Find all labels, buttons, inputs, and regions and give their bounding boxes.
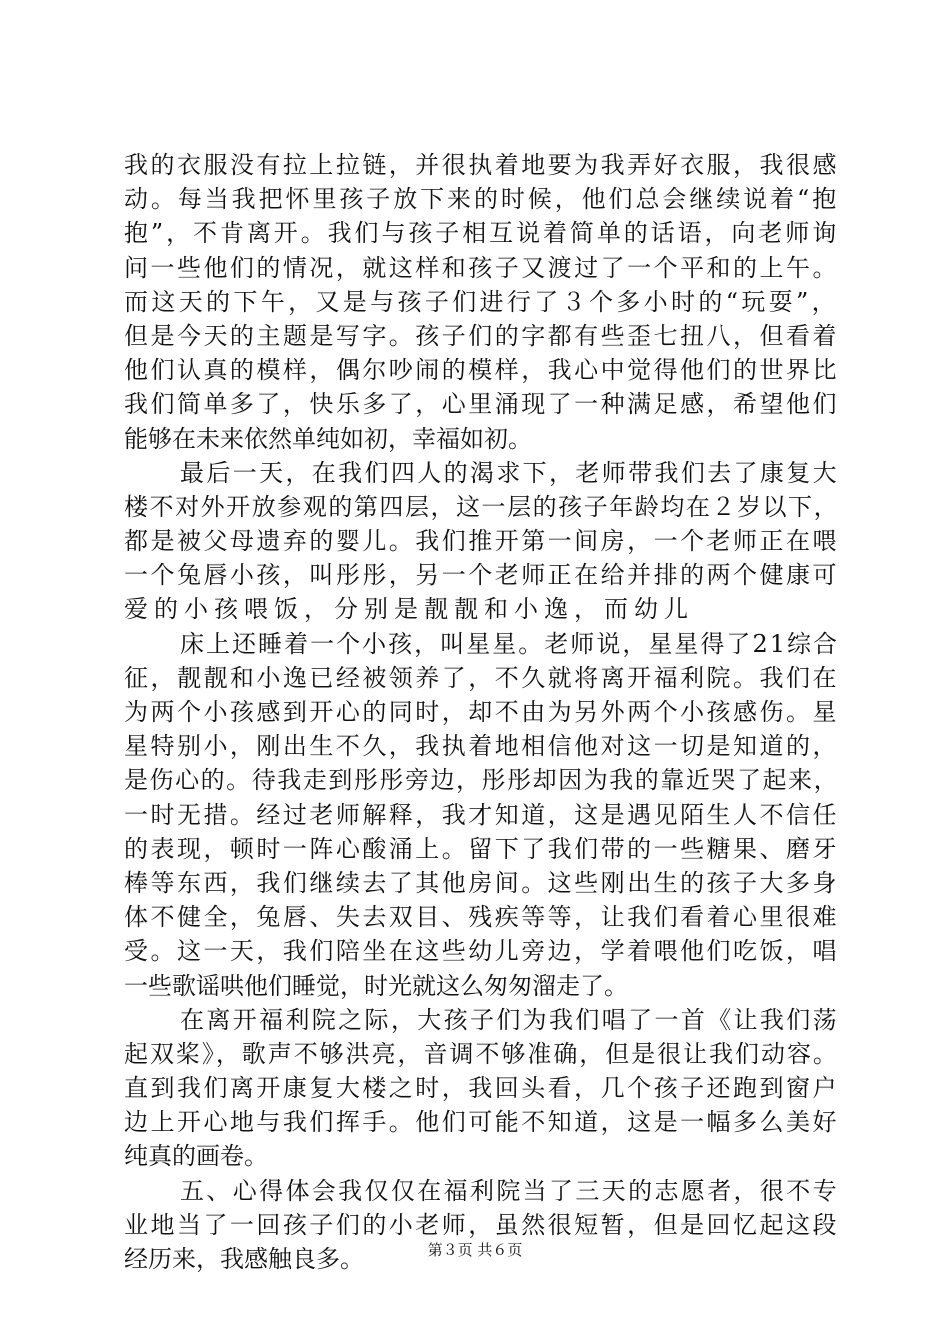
page-number-label: 第３页 共６页 <box>427 1241 523 1259</box>
text-line: 受。这一天，我们陪坐在这些幼儿旁边，学着喂他们吃饭，唱 <box>124 937 839 966</box>
text-line: 征，靓靓和小逸已经被领养了，不久就将离开福利院。我们在 <box>124 663 839 692</box>
page-footer <box>0 1240 950 1260</box>
text-line: 的表现，顿时一阵心酸涌上。留下了我们带的一些糖果、磨牙 <box>124 834 839 863</box>
text-line: 问一些他们的情况，就这样和孩子又渡过了一个平和的上午。 <box>124 253 839 282</box>
text-line: 业地当了一回孩子们的小老师，虽然很短暂，但是回忆起这段 <box>124 1210 839 1239</box>
text-line: 在离开福利院之际，大孩子们为我们唱了一首《让我们荡 <box>180 1005 839 1034</box>
text-line: 起双桨》，歌声不够洪亮，音调不够准确，但是很让我们动容。 <box>124 1039 839 1068</box>
text-line: 能够在未来依然单纯如初，幸福如初。 <box>124 424 532 453</box>
text-line: 一个兔唇小孩，叫彤彤，另一个老师正在给并排的两个健康可 <box>124 561 839 590</box>
text-line: 都是被父母遗弃的婴儿。我们推开第一间房，一个老师正在喂 <box>124 527 839 556</box>
text-line: 一时无措。经过老师解释，我才知道，这是遇见陌生人不信任 <box>124 800 839 829</box>
text-line: 动。每当我把怀里孩子放下来的时候，他们总会继续说着“抱 <box>124 185 839 214</box>
text-line: 是伤心的。待我走到彤彤旁边，彤彤却因为我的靠近哭了起来， <box>124 766 839 795</box>
text-line: 爱的小孩喂饭，分别是靓靓和小逸，而幼儿 <box>124 595 694 624</box>
text-line: 为两个小孩感到开心的同时，却不由为另外两个小孩感伤。星 <box>124 698 839 726</box>
text-line: 边上开心地与我们挥手。他们可能不知道，这是一幅多么美好 <box>124 1108 839 1137</box>
text-line: 抱”，不肯离开。我们与孩子相互说着简单的话语，向老师询 <box>124 219 839 248</box>
text-line: 体不健全，兔唇、失去双目、残疾等等，让我们看着心里很难 <box>124 903 839 932</box>
text-line: 直到我们离开康复大楼之时，我回头看，几个孩子还跑到窗户 <box>124 1074 839 1103</box>
text-line: 经历来，我感触良多。 <box>124 1245 364 1273</box>
document-body <box>124 148 839 1276</box>
text-line: 楼不对外开放参观的第四层，这一层的孩子年龄均在２岁以下， <box>124 492 839 521</box>
text-line: 但是今天的主题是写字。孩子们的字都有些歪七扭八，但看着 <box>124 321 839 350</box>
text-line: 我们简单多了，快乐多了，心里涌现了一种满足感，希望他们 <box>124 390 839 419</box>
text-line: 床上还睡着一个小孩，叫星星。老师说，星星得了21综合 <box>180 629 839 658</box>
text-line: 纯真的画卷。 <box>124 1142 268 1171</box>
text-line: 我的衣服没有拉上拉链，并很执着地要为我弄好衣服，我很感 <box>124 151 839 179</box>
text-line: 他们认真的模样，偶尔吵闹的模样，我心中觉得他们的世界比 <box>124 356 839 385</box>
text-line: 棒等东西，我们继续去了其他房间。这些刚出生的孩子大多身 <box>124 868 839 897</box>
text-line: 最后一天，在我们四人的渴求下，老师带我们去了康复大 <box>180 458 839 487</box>
text-line: 而这天的下午，又是与孩子们进行了３个多小时的“玩耍”， <box>124 287 839 316</box>
text-line: 五、心得体会我仅仅在福利院当了三天的志愿者，很不专 <box>180 1176 839 1205</box>
text-line: 星特别小，刚出生不久，我执着地相信他对这一切是知道的， <box>124 732 839 761</box>
text-line: 一些歌谣哄他们睡觉，时光就这么匆匆溜走了。 <box>124 971 628 1000</box>
